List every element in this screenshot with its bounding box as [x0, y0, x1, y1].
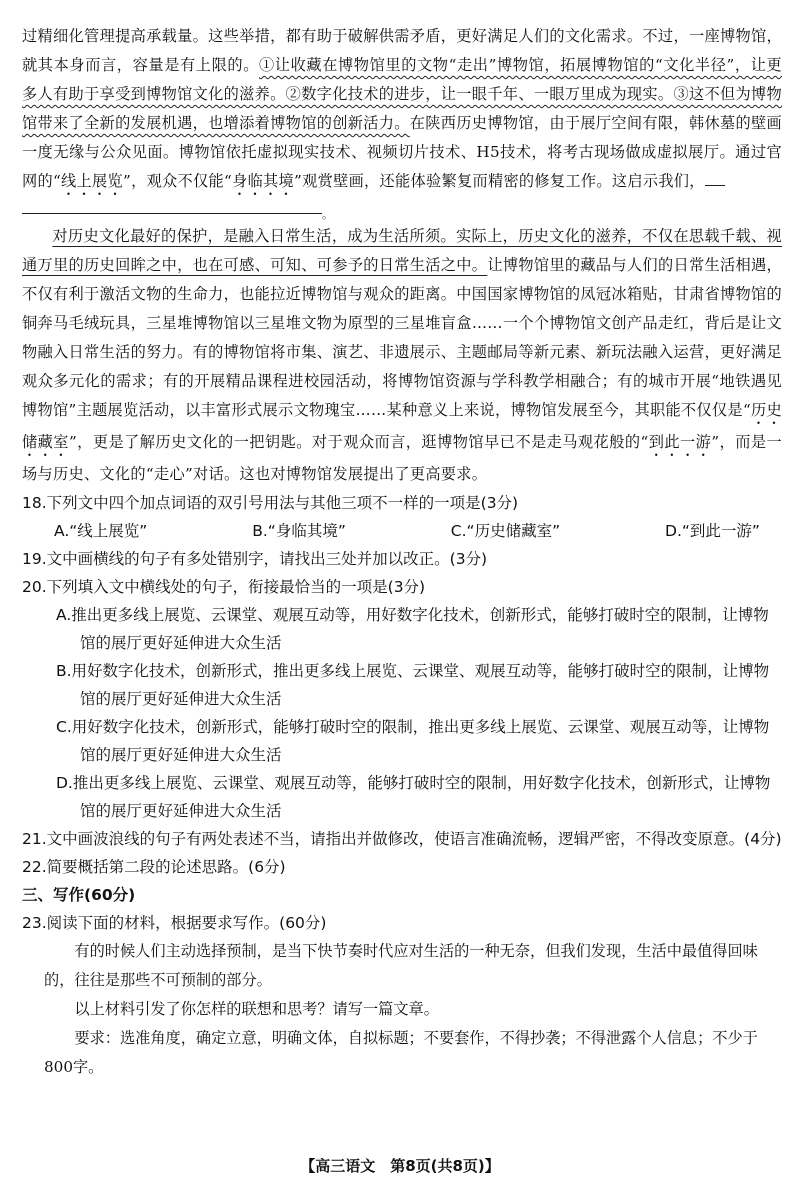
question-19: 19.文中画横线的句子有多处错别字，请找出三处并加以改正。(3分): [22, 550, 488, 568]
q18-option-c: C.“历史储藏室”: [450, 522, 561, 540]
passage-text: ，更是了解历史文化的一把钥匙。对于观众而言，逛博物馆早已不是走马观花般的: [77, 433, 641, 451]
question-21: 21.文中画波浪线的句子有两处表述不当，请指出并做修改，使语言准确流畅，逻辑严密，不得改变原意。(4分): [22, 830, 782, 848]
question-18-options: [22, 517, 782, 545]
material-text: 有的时候人们主动选择预制，是当下快节奏时代应对生活的一种无奈，但我们发现，生活中最值得回味的，往往是那些不可预制的部分。: [44, 942, 758, 989]
question-18: 18.下列文中四个加点词语的双引号用法与其他三项不一样的一项是(3分): [22, 494, 519, 512]
passage-text: 过精细化管理提高承载量。这些举措，都有助于破解供需矛盾，更好满足人们的文化需求。不过，一座博物馆，就其本身而言，容量是有上限的。: [22, 27, 782, 74]
blank-end-mark: 。: [322, 208, 334, 221]
passage-paragraph-2: [22, 222, 782, 489]
dotted-term-been-here: “到此一游”: [640, 433, 720, 451]
writing-requirements: 要求：选准角度，确定立意，明确文体，自拟标题；不要套作，不得抄袭；不得泄露个人信息；不少于800字。: [44, 1029, 758, 1076]
writing-material: [22, 937, 782, 1082]
q18-option-b: B.“身临其境”: [252, 522, 346, 540]
q20-option-b: B.用好数字化技术，创新形式，推出更多线上展览、云课堂、观展互动等，能够打破时空的限制，让博物馆的展厅更好延伸进大众生活: [56, 662, 770, 708]
writing-prompt: 以上材料引发了你怎样的联想和思考？请写一篇文章。: [74, 1000, 439, 1018]
passage-text: 让博物馆里的藏品与人们的日常生活相遇，不仅有利于激活文物的生命力，也能拉近博物馆与观众的距离。中国国家博物馆的凤冠冰箱贴，甘肃省博物馆的铜奔马毛绒玩具，三星堆博物馆以三星堆文物为原型的三星堆盲盒……一个个博物馆文创产品走红，背后是让文物融入日常生活的努力。有的博物馆将市集、演艺、非遗展示、主题邮局等新元素、新玩法融入运营，更好满足观众多元化的需求；有的开展精品课程进校园活动，将博物馆资源与学科教学相融合；有的城市开展“地铁遇见博物馆”主题展览活动，以丰富形式展示文物瑰宝……某种意义上来说，博物馆发展至今，其职能不仅仅是: [22, 256, 783, 419]
underlined-sentence: 对历史文化最好的保护，是融入日常生活，成为生活所须。实际上，历史文化的滋养，不仅在思载千载、视通万里的历史回眸之中，也在可感、可知、可参予的日常生活之中。: [22, 227, 782, 274]
dotted-term-history-storage: “历史储藏室”: [22, 401, 782, 451]
question-23: 23.阅读下面的材料，根据要求写作。(60分): [22, 914, 327, 932]
fill-in-blank-line: [705, 170, 725, 186]
fill-in-blank-line: [22, 199, 322, 214]
question-20: 20.下列填入文中横线处的句子，衔接最恰当的一项是(3分): [22, 578, 426, 596]
wavy-underlined-sentences: ①让收藏在博物馆里的文物“走出”博物馆，拓展博物馆的“文化半径”，让更多人有助于享受到博物馆文化的滋养。②数字化技术的进步，让一眼千年、一眼万里成为现实。③这不但为博物馆带来了全新的发展机遇，也增添着博物馆的创新活力。: [22, 56, 782, 132]
passage-text: 在陕西历史博物馆，由于展厅空间有限，韩休墓的壁画一度无缘与公众见面。博物馆依托虚拟现实技术、视频切片技术、H5技术，将考古现场做成虚拟展厅。通过官网的: [22, 114, 782, 190]
dotted-term-online-exhibition: “线上展览”: [52, 172, 132, 190]
passage-paragraph-1: [22, 22, 782, 222]
exam-page: [22, 22, 782, 1082]
section-writing-title: 三、写作(60分): [22, 886, 136, 904]
q18-option-d: D.“到此一游”: [665, 522, 760, 540]
question-22: 22.简要概括第二段的论述思路。(6分): [22, 858, 286, 876]
passage-text: 观赏壁画，还能体验繁复而精密的修复工作。这启示我们，: [302, 172, 705, 190]
passage-text: ，观众不仅能: [131, 172, 225, 190]
q18-option-a: A.“线上展览”: [54, 522, 148, 540]
q20-option-d: D.推出更多线上展览、云课堂、观展互动等，能够打破时空的限制，用好数字化技术，创新形式，让博物馆的展厅更好延伸进大众生活: [56, 774, 771, 820]
passage-text: ，而是一场与历史、文化的“走心”对话。这也对博物馆发展提出了更高要求。: [22, 433, 782, 483]
dotted-term-immersive: “身临其境”: [224, 172, 303, 190]
q20-option-c: C.用好数字化技术，创新形式，能够打破时空的限制，推出更多线上展览、云课堂、观展互动等，让博物馆的展厅更好延伸进大众生活: [56, 718, 770, 764]
q20-option-a: A.推出更多线上展览、云课堂、观展互动等，用好数字化技术，创新形式，能够打破时空的限制，让博物馆的展厅更好延伸进大众生活: [56, 606, 769, 652]
page-footer: 【高三语文 第8页(共8页)】: [300, 1157, 500, 1175]
